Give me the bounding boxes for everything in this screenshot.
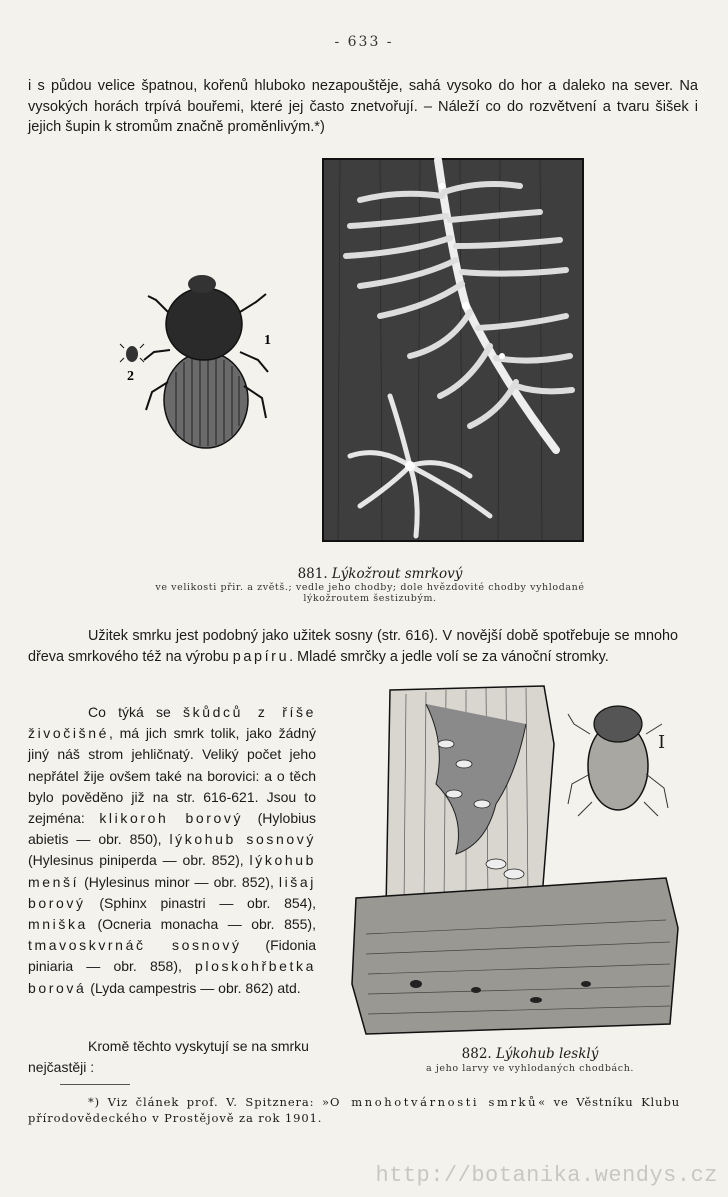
pests-spaced-4: lýkohub menší [28,852,316,890]
paragraph-use-text-2: . Mladé smrčky a jedle volí se za vánoční stromky. [289,648,609,665]
shiny-bark-beetle-illustration [568,706,668,816]
pests-text-5: (Hylesinus minor — obr. 852), [79,873,279,890]
paragraph-intro: i s půdou velice špatnou, kořenů hluboko nezapouštěje, sahá vysoko do hor a daleko na sever. Na vysokých horách trpívá bouřemi, které jej často znetvořují. – Náleží co do rozvětvení a tvaru šišek i jejich šupin k stromům značně proměnlivým.*) [28,78,698,135]
figure-881-species-name: Lýkožrout smrkový [331,566,463,582]
watermark-url[interactable]: http://botanika.wendys.cz [375,1163,718,1188]
figure-881-label-1: 1 [264,333,271,348]
footnote [28,1094,680,1126]
page-number: - 633 - [334,34,394,50]
pests-spaced-6: mniška [28,916,88,933]
pests-spaced-8: ploskohřbetka borová [28,958,316,996]
figure-881-caption-line-1: ve velikosti přir. a zvětš.; vedle jeho chodby; dole hvězdovité chodby vyhlodané [155,582,585,593]
pests-text-8: (Fidonia piniaria — obr. 858), [28,937,317,975]
figure-881-number: 881. [297,566,328,582]
figure-882-caption-line: a jeho larvy ve vyhlodaných chodbách. [425,1063,635,1074]
paragraph-use-spaced: papíru [232,648,290,665]
paragraph-use-of-spruce [28,626,678,667]
bark-beetle-large-illustration [144,275,268,448]
footnote-text-1: *) Viz článek prof. V. Spitznera: » [88,1095,330,1109]
figure-881-caption-title [230,566,530,582]
paragraph-pests [28,702,316,999]
pests-text-3: (Hylobius abietis — obr. 850), [28,810,316,848]
pests-text-9: (Lyda campestris — obr. 862) atd. [86,979,301,996]
figure-882-scale-mark: I [658,732,666,753]
figure-881-beetles [118,262,288,452]
pests-spaced-5: lišaj borový [28,873,316,911]
figure-881-label-2: 2 [127,369,134,384]
pests-text-4: (Hylesinus piniperda — obr. 852), [28,852,250,869]
figure-882-caption-title [380,1046,680,1062]
footnote-text-2: « ve Věstníku Klubu přírodovědeckého v Prostějově za rok 1901. [28,1095,681,1125]
footnote-spaced: O mnohotvárnosti smrků [329,1095,539,1109]
paragraph-column-end [28,1036,316,1077]
pests-text-7: (Ocneria monacha — obr. 855), [87,916,316,933]
pests-spaced-2: klikoroh borový [99,810,244,827]
figure-882-number: 882. [461,1046,492,1062]
bark-beetle-small-illustration [120,344,144,362]
pests-text-1: Co týká se [88,704,184,720]
figure-881-galleries [320,156,586,544]
pests-spaced-3: lýkohub sosnový [169,831,316,848]
figure-882-species-name: Lýkohub lesklý [496,1046,599,1062]
pests-text-2: , má jich smrk tolik, jako žádný jiný náš strom jehličnatý. Veliký počet jeho nepřátel žije ovšem také na borovici: a o těch bylo pověděno již na str. 616-621. Jsou to zejména: [28,725,316,827]
paragraph-use-text-1: Užitek smrku jest podobný jako užitek sosny (str. 616). V novější době spotřebuje se mnoho dřeva smrkového též na výrobu [28,628,678,665]
column-end-text: Kromě těchto vyskytují se na smrku nejčastěji : [28,1038,309,1075]
pests-text-6: (Sphinx pinastri — obr. 854), [85,894,316,911]
pests-spaced-1: škůdců z říše živočišné [28,704,316,742]
figure-882-illustration [346,684,694,1040]
footnote-rule [60,1084,130,1085]
figure-881-caption-line-2: lýkožroutem šestizubým. [303,593,437,604]
pests-spaced-7: tmavoskvrnáč sosnový [28,937,242,954]
